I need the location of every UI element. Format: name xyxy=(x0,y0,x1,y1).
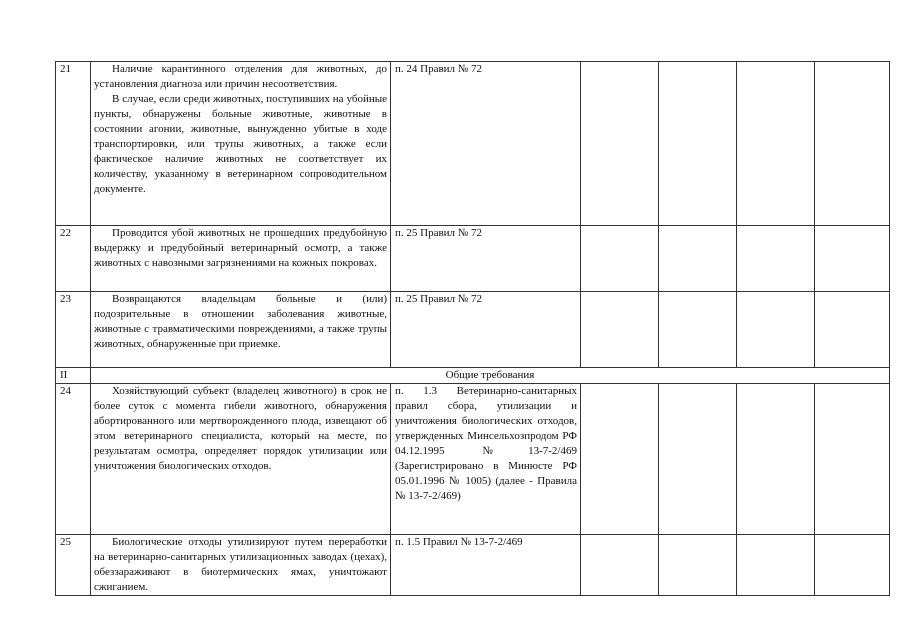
reference-cell: п. 24 Правил № 72 xyxy=(391,62,581,226)
empty-cell xyxy=(659,384,737,535)
reference-cell: п. 25 Правил № 72 xyxy=(391,226,581,292)
row-number: 24 xyxy=(56,384,91,535)
empty-cell xyxy=(737,292,815,368)
requirement-text: Наличие карантинного отделения для животных, до установления диагноза или причин несоответствия. xyxy=(94,63,387,90)
requirement-cell xyxy=(91,62,391,226)
empty-cell xyxy=(737,62,815,226)
empty-cell xyxy=(659,62,737,226)
empty-cell xyxy=(581,535,659,596)
section-row xyxy=(56,368,890,384)
reference-cell: п. 1.5 Правил № 13-7-2/469 xyxy=(391,535,581,596)
empty-cell xyxy=(815,226,890,292)
empty-cell xyxy=(737,226,815,292)
empty-cell xyxy=(659,292,737,368)
empty-cell xyxy=(737,384,815,535)
requirement-cell xyxy=(91,384,391,535)
table-row xyxy=(56,62,890,226)
requirements-table xyxy=(55,61,890,596)
table-row xyxy=(56,535,890,596)
reference-cell: п. 1.3 Ветеринарно-санитарных правил сбора, утилизации и уничтожения биологических отходов, утвержденных Минсельхозпродом РФ 04.12.1995 №13-7-2/469 (Зарегистрировано в Минюсте РФ 05.01.1996 № 1005) (далее - Правила № 13-7-2/469) xyxy=(391,384,581,535)
empty-cell xyxy=(815,384,890,535)
empty-cell xyxy=(581,62,659,226)
requirement-text: Хозяйствующий субъект (владелец животного) в срок не более суток с момента гибели животного, обнаружения абортированного или мертворожденного плода, извещают об этом ветеринарного специалиста, который на месте, по результатам осмотра, определяет порядок утилизации или уничтожения биологических отходов. xyxy=(94,385,387,472)
empty-cell xyxy=(659,226,737,292)
empty-cell xyxy=(581,292,659,368)
reference-cell: п. 25 Правил № 72 xyxy=(391,292,581,368)
requirement-text: В случае, если среди животных, поступивших на убойные пункты, обнаружены больные животные, животные в состоянии агонии, животные, вынужденно убитые в ходе транспортировки, или трупы животных, а также если фактическое наличие животных не соответствует их количеству, указанному в ветеринарном сопроводительном документе. xyxy=(94,93,387,195)
row-number: 21 xyxy=(56,62,91,226)
empty-cell xyxy=(737,535,815,596)
table-row xyxy=(56,226,890,292)
requirement-text: Возвращаются владельцам больные и (или) подозрительные в отношении заболевания животные, животные с травматическими повреждениями, а также трупы животных, обнаруженные при приемке. xyxy=(94,293,387,350)
row-number: 25 xyxy=(56,535,91,596)
table-row xyxy=(56,292,890,368)
empty-cell xyxy=(815,535,890,596)
row-number: 22 xyxy=(56,226,91,292)
empty-cell xyxy=(815,292,890,368)
empty-cell xyxy=(581,384,659,535)
requirement-cell xyxy=(91,226,391,292)
requirement-cell xyxy=(91,292,391,368)
empty-cell xyxy=(815,62,890,226)
section-number: II xyxy=(56,368,91,384)
row-number: 23 xyxy=(56,292,91,368)
empty-cell xyxy=(659,535,737,596)
section-title: Общие требования xyxy=(91,368,890,384)
requirement-text: Проводится убой животных не прошедших предубойную выдержку и предубойный ветеринарный осмотр, а также животных с навозными загрязнениями на кожных покровах. xyxy=(94,227,387,269)
requirement-text: Биологические отходы утилизируют путем переработки на ветеринарно-санитарных утилизационных заводах (цехах), обеззараживают в биотермических ямах, уничтожают сжиганием. xyxy=(94,536,387,593)
empty-cell xyxy=(581,226,659,292)
table-row xyxy=(56,384,890,535)
requirement-cell xyxy=(91,535,391,596)
